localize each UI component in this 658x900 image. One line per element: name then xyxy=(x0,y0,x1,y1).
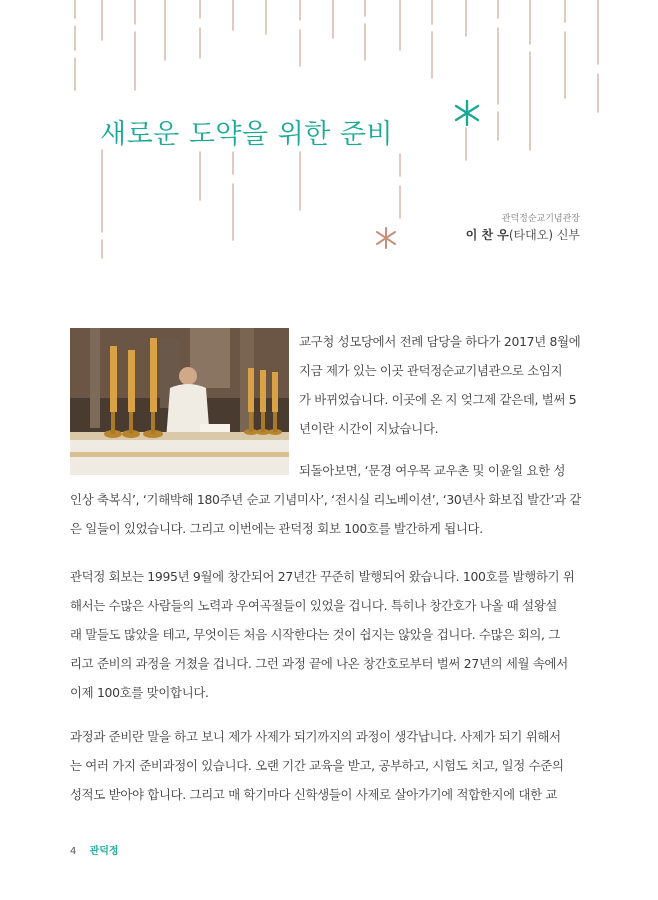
altar-photo-image xyxy=(70,328,289,475)
page-number: 4 xyxy=(70,846,77,857)
paragraph-2 xyxy=(70,485,590,543)
paragraph-line: 과정과 준비란 말을 하고 보니 제가 사제가 되기까지의 과정이 생각납니다. 사제가 되기 위해서 xyxy=(70,729,561,744)
magazine-name: 관덕정 xyxy=(89,846,119,857)
paragraph-1 xyxy=(299,327,590,443)
paragraph-4 xyxy=(70,722,590,809)
paragraph-line: 인상 축복식’, ‘기해박해 180주년 순교 기념미사’, ‘전시실 리노베이션’, ‘30년사 화보집 발간’과 같 xyxy=(70,492,582,507)
paragraph-line: 은 일들이 있었습니다. 그리고 이번에는 관덕정 회보 100호를 발간하게 됩니다. xyxy=(70,521,483,536)
author-organization: 관덕정순교기념관장 xyxy=(501,214,580,224)
paragraph-line: 이제 100호를 맞이합니다. xyxy=(70,685,209,700)
paragraph-line: 교구청 성모당에서 전례 담당을 하다가 2017년 8월에 xyxy=(299,334,581,349)
paragraph-line: 성적도 받아야 합니다. 그리고 매 학기마다 신학생들이 사제로 살아가기에 적합한지에 대한 교 xyxy=(70,787,558,802)
paragraph-3 xyxy=(70,562,590,707)
author-block xyxy=(466,212,580,244)
paragraph-line: 관덕정 회보는 1995년 9월에 창간되어 27년간 꾸준히 발행되어 왔습니다. 100호를 발행하기 위 xyxy=(70,569,575,584)
paragraph-2-first-line: 되돌아보면, ‘문경 여우목 교우촌 및 이윤일 요한 성 xyxy=(299,463,566,478)
paragraph-line: 지금 제가 있는 이곳 관덕정순교기념관으로 소임지 xyxy=(299,363,563,378)
star-icon xyxy=(456,101,478,125)
paragraph-line: 해서는 수많은 사람들의 노력과 우여곡절들이 있었을 겁니다. 특히나 창간호가 나올 때 설왕설 xyxy=(70,598,558,613)
page-title: 새로운 도약을 위한 준비 xyxy=(100,119,394,150)
paragraph-line: 년이란 시간이 지났습니다. xyxy=(299,421,439,436)
altar-photo xyxy=(70,328,289,475)
paragraph-line: 가 바뀌었습니다. 이곳에 온 지 엊그제 같은데, 벌써 5 xyxy=(299,392,577,407)
page-footer xyxy=(70,842,119,857)
paragraph-line: 는 여러 가지 준비과정이 있습니다. 오랜 기간 교육을 받고, 공부하고, 시험도 치고, 일정 수준의 xyxy=(70,758,564,773)
author-name: 이 찬 우 xyxy=(465,228,509,242)
author-name-line xyxy=(466,226,580,244)
paragraph-line: 래 말들도 많았을 테고, 무엇이든 처음 시작한다는 것이 쉽지는 않았을 겁니다. 수많은 회의, 그 xyxy=(70,627,560,642)
paragraph-line: 리고 준비의 과정을 거쳤을 겁니다. 그런 과정 끝에 나온 창간호로부터 벌써 27년의 세월 속에서 xyxy=(70,656,568,671)
author-baptismal-name: (타대오) 신부 xyxy=(508,228,580,242)
star-icon xyxy=(377,228,395,248)
